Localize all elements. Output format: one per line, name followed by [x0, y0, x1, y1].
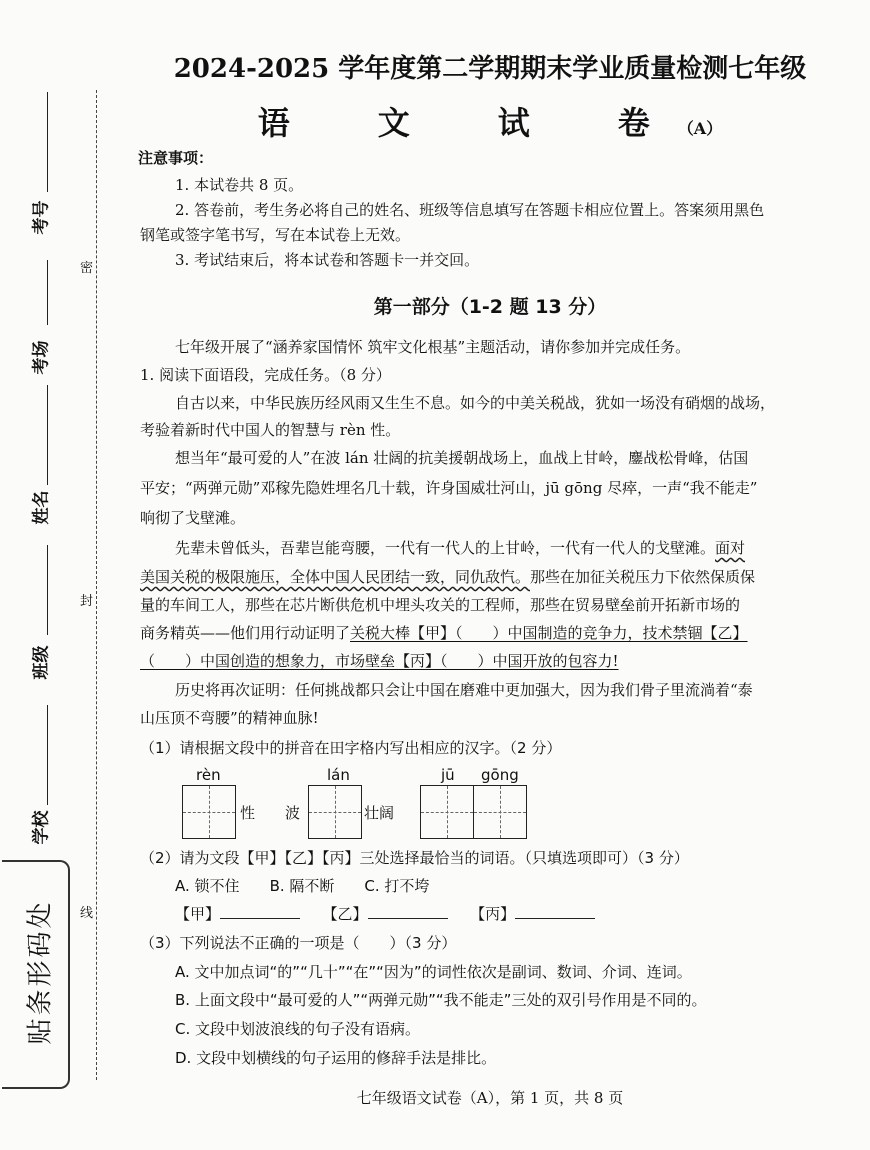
seal-mark-mi: 密 — [80, 255, 93, 278]
passage-line: 自古以来，中华民族历经风雨又生生不息。如今的中美关税战，犹如一场没有硝烟的战场， — [175, 394, 776, 412]
sub2-stem: （2）请为文段【甲】【乙】【丙】三处选择最恰当的词语。（只填选项即可）（3 分） — [140, 849, 689, 867]
passage-text: 商务精英——他们用行动证明了 — [140, 624, 351, 642]
note-item: 3. 考试结束后，将本试卷和答题卡一并交回。 — [175, 251, 480, 269]
pinyin-gong: gōng — [481, 766, 519, 784]
section-title: 第一部分（1-2 题 13 分） — [373, 296, 607, 318]
version-tag: （A） — [677, 119, 723, 138]
passage-line: 响彻了戈壁滩。 — [140, 509, 246, 527]
label-class: 班级 — [31, 645, 52, 680]
pinyin-ren: rèn — [196, 766, 221, 784]
answer-blank[interactable] — [220, 904, 300, 919]
q1-stem: 1. 阅读下面语段，完成任务。（8 分） — [140, 366, 391, 384]
grid-char: 波 — [285, 804, 301, 822]
option: B. 隔不断 — [269, 877, 335, 895]
blank-label-bing: 【丙】 — [477, 905, 516, 923]
passage-line: 量的车间工人，那些在芯片断供危机中埋头攻关的工程师，那些在贸易壁垒前开拓新市场的 — [140, 596, 741, 614]
passage-text: 先辈未曾低头，吾辈岂能弯腰，一代有一代人的上甘岭，一代有一代人的戈壁滩。 — [175, 539, 716, 557]
passage-line: 平安；“两弹元勋”邓稼先隐姓埋名几十载，许身国威壮河山，jū gōng 尽瘁，一声“我不能走” — [140, 479, 758, 497]
subject-title — [120, 98, 860, 144]
option: C. 打不垮 — [364, 877, 430, 895]
grid-char: 性 — [240, 804, 256, 822]
label-kaohao: 考号 — [31, 200, 52, 235]
kaochang-line — [47, 260, 48, 325]
exam-title: 2024-2025 学年度第二学期期末学业质量检测七年级 — [173, 54, 807, 84]
tianzige-box[interactable] — [308, 785, 362, 839]
passage-line: 考验着新时代中国人的智慧与 rèn 性。 — [140, 421, 401, 439]
note-item: 2. 答卷前，考生务必将自己的姓名、班级等信息填写在答题卡相应位置上。答案须用黑色 — [175, 201, 765, 219]
blank-label-jia: 【甲】 — [175, 905, 221, 923]
passage-line: 想当年“最可爱的人”在波 lán 壮阔的抗美援朝战场上，血战上甘岭，鏖战松骨峰，估国 — [175, 449, 749, 467]
blank-label-yi: 【乙】 — [330, 905, 368, 923]
wavy-sentence: 面对 — [715, 539, 746, 557]
sub1-stem: （1）请根据文段中的拼音在田字格内写出相应的汉字。（2 分） — [140, 739, 562, 757]
notes-heading: 注意事项： — [138, 149, 214, 167]
option: A. 锁不住 — [175, 877, 240, 895]
school-line — [47, 705, 48, 805]
passage-line: 山压顶不弯腰”的精神血脉! — [140, 709, 319, 727]
note-item: 1. 本试卷共 8 页。 — [175, 176, 304, 194]
tianzige-box[interactable] — [182, 785, 236, 839]
sub3-option: C. 文段中划波浪线的句子没有语病。 — [175, 1020, 421, 1038]
tianzige-box[interactable] — [473, 785, 527, 839]
label-kaochang: 考场 — [31, 340, 52, 375]
underlined-sentence: 关税大棒【甲】（ ）中国制造的竞争力，技术禁锢【乙】 — [350, 624, 748, 642]
seal-mark-xian: 线 — [80, 900, 93, 923]
kaohao-line — [47, 92, 48, 192]
sub2-blanks — [175, 904, 595, 924]
label-name: 姓名 — [31, 490, 52, 525]
class-line — [47, 545, 48, 635]
page-footer: 七年级语文试卷（A），第 1 页，共 8 页 — [356, 1089, 624, 1107]
seal-mark-feng: 封 — [80, 588, 93, 611]
grid-char: 壮阔 — [364, 804, 395, 822]
sub3-option: D. 文段中划横线的句子运用的修辞手法是排比。 — [175, 1049, 497, 1067]
sub3-option: B. 上面文段中“最可爱的人”“两弹元勋”“我不能走”三处的双引号作用是不同的。 — [175, 991, 707, 1009]
pinyin-lan: lán — [327, 766, 350, 784]
sub3-stem: （3）下列说法不正确的一项是（ ）（3 分） — [140, 934, 457, 952]
seal-dashed-line — [96, 90, 97, 1080]
barcode-label: 贴条形码处 — [25, 899, 56, 1045]
answer-blank[interactable] — [368, 904, 448, 919]
passage-line — [140, 651, 619, 671]
label-school: 学校 — [31, 810, 52, 845]
passage-line — [140, 567, 755, 587]
wavy-sentence: 美国关税的极限施压，全体中国人民团结一致，同仇敌忾。 — [140, 568, 531, 586]
name-line — [47, 385, 48, 485]
passage-line — [175, 538, 745, 558]
note-item: 钢笔或签字笔书写，写在本试卷上无效。 — [140, 226, 411, 244]
passage-text: 那些在加征关税压力下依然保质保 — [530, 568, 756, 586]
sub3-option: A. 文中加点词“的”“几十”“在”“因为”的词性依次是副词、数词、介词、连词。 — [175, 963, 692, 981]
answer-blank[interactable] — [515, 904, 595, 919]
passage-line: 历史将再次证明：任何挑战都只会让中国在磨难中更加强大，因为我们骨子里流淌着“泰 — [175, 681, 753, 699]
passage-line — [140, 623, 748, 643]
pinyin-ju: jū — [441, 766, 455, 784]
tianzige-box[interactable] — [420, 785, 474, 839]
intro-text: 七年级开展了“涵养家国情怀 筑牢文化根基”主题活动，请你参加并完成任务。 — [175, 338, 691, 356]
subject-name: 语 文 试 卷 — [257, 104, 678, 142]
underlined-sentence: （ ）中国创造的想象力，市场壁垒【丙】（ ）中国开放的包容力! — [140, 652, 619, 670]
sub2-options — [175, 876, 429, 896]
